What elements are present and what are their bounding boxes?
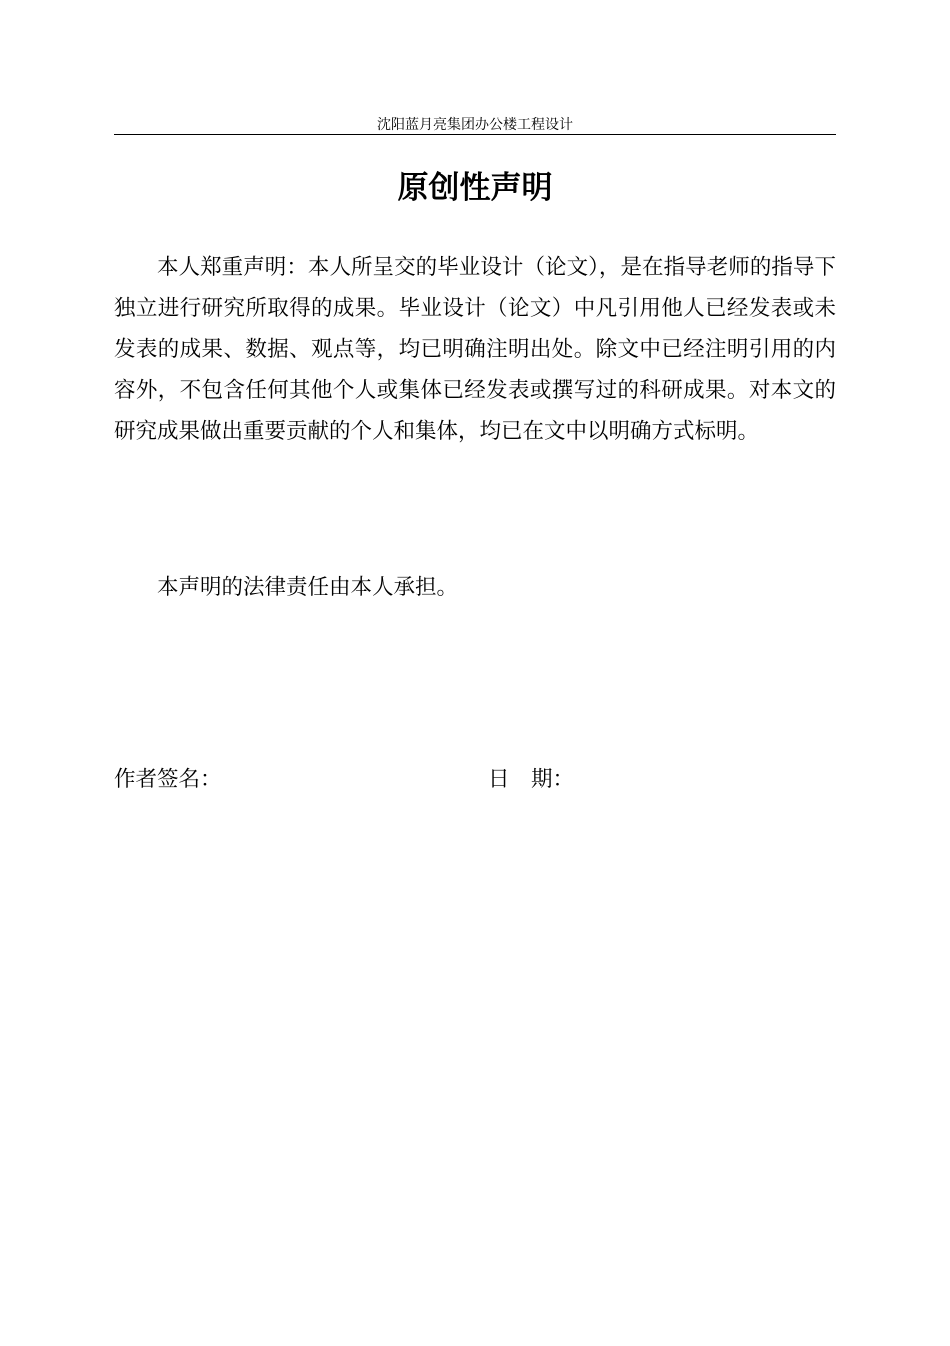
originality-statement-paragraph: 本人郑重声明：本人所呈交的毕业设计（论文），是在指导老师的指导下独立进行研究所取得的成果。毕业设计（论文）中凡引用他人已经发表或未发表的成果、数据、观点等，均已明确注明出处。除文中已经注明引用的内容外，不包含任何其他个人或集体已经发表或撰写过的科研成果。对本文的研究成果做出重要贡献的个人和集体，均已在文中以明确方式标明。 [114, 255, 836, 444]
document-title: 原创性声明 [397, 170, 553, 206]
running-header [114, 116, 836, 135]
author-signature-label: 作者签名： [114, 767, 222, 792]
running-header-title: 沈阳蓝月亮集团办公楼工程设计 [377, 117, 573, 133]
date-label: 日 期： [488, 767, 575, 792]
legal-liability-paragraph: 本声明的法律责任由本人承担。 [157, 575, 459, 600]
